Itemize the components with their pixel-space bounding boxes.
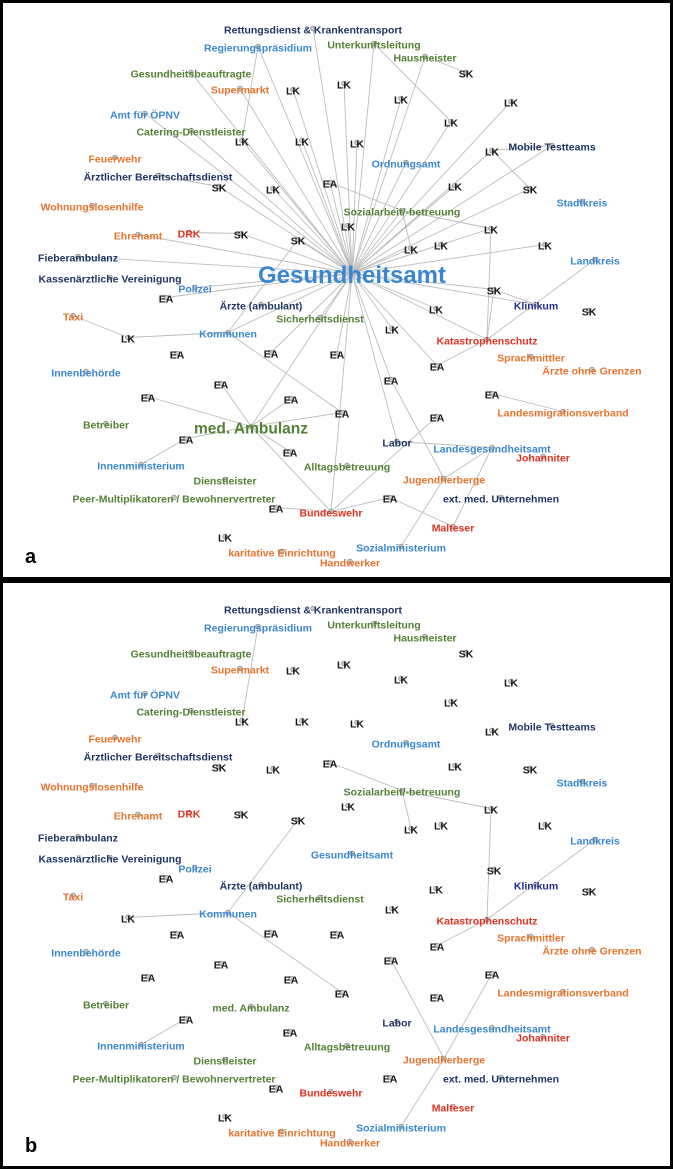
node-label-l3: LK (394, 94, 408, 107)
node-label-e10: EA (178, 1014, 194, 1027)
node-label-e3: EA (169, 349, 185, 362)
node-label-kari: karitative Einrichtung (228, 547, 336, 560)
node-label-hand: Handwerker (319, 1137, 381, 1150)
node-label-e1: EA (322, 178, 338, 191)
node-label-feu: Feuerwehr (88, 733, 142, 746)
node-label-l2: LK (337, 659, 351, 672)
node-label-l19: LK (484, 224, 498, 237)
node-label-l14: LK (121, 333, 135, 346)
node-label-betr: Betreiber (82, 419, 130, 432)
node-label-jug: Jugendherberge (402, 1054, 486, 1067)
node-label-gesb: Gesundheitsbeauftragte (130, 68, 252, 81)
node-label-e9: EA (334, 408, 350, 421)
node-label-lga: Landesgesundheitsamt (433, 1023, 551, 1036)
node-label-l10: LK (448, 761, 462, 774)
node-label-untk: Unterkunftsleitung (327, 39, 421, 52)
node-label-ldk: Landkreis (570, 255, 620, 268)
node-label-supm: Supermarkt (210, 84, 270, 97)
node-label-e12: EA (429, 941, 445, 954)
node-label-lga: Landesgesundheitsamt (433, 443, 551, 456)
node-label-e5: EA (140, 392, 156, 405)
edge-kata-ldk (487, 260, 595, 340)
node-label-s6: SK (486, 865, 502, 878)
node-label-sozm: Sozialministerium (356, 542, 446, 555)
node-label-l20: LK (218, 532, 232, 545)
node-label-ordn: Ordnungsamt (371, 738, 441, 751)
node-label-ordn: Ordnungsamt (371, 158, 441, 171)
node-label-allt: Alltagsbetreuung (303, 1041, 391, 1054)
node-label-aera: Ärzte (ambulant) (219, 300, 303, 313)
panel-a (0, 0, 673, 580)
node-label-l19: LK (484, 804, 498, 817)
node-label-e12: EA (429, 361, 445, 374)
node-label-e6: EA (263, 348, 279, 361)
node-label-catr: Catering-Dienstleister (136, 126, 246, 139)
node-label-e9: EA (334, 988, 350, 1001)
node-label-joh: Johanniter (516, 452, 570, 465)
node-label-aera: Ärzte (ambulant) (219, 880, 303, 893)
node-label-s2: SK (211, 182, 227, 195)
node-label-e11: EA (282, 1027, 298, 1040)
node-label-e2: EA (158, 873, 174, 886)
edge-jug-sozm (401, 479, 444, 547)
node-label-ehr: Ehrenamt (113, 810, 163, 823)
node-label-sozb: Sozialarbeit/-betreuung (343, 786, 461, 799)
node-label-l5: LK (235, 716, 249, 729)
node-label-l4: LK (504, 97, 518, 110)
node-label-drk: DRK (177, 808, 201, 821)
node-label-l12: LK (341, 221, 355, 234)
node-label-pol: Polizei (178, 863, 212, 876)
node-label-l18: LK (434, 820, 448, 833)
node-label-s5: SK (290, 815, 306, 828)
node-label-l5: LK (235, 136, 249, 149)
edge-ldk-kata (487, 840, 595, 920)
node-label-labor: Labor (382, 1017, 412, 1030)
edge-jug-e13 (391, 380, 444, 479)
node-label-e15: EA (429, 992, 445, 1005)
node-label-e4: EA (213, 959, 229, 972)
node-label-spra: Sprachmittler (497, 352, 565, 365)
node-label-haus: Hausmeister (393, 52, 457, 65)
node-label-l17: LK (404, 824, 418, 837)
node-label-fieb: Fieberambulanz (38, 252, 118, 265)
panel-b-label: b (25, 1135, 38, 1157)
node-label-malt: Malteser (431, 1102, 475, 1115)
node-label-l15: LK (385, 324, 399, 337)
node-label-innb: Innenbehörde (51, 947, 121, 960)
node-label-kasv: Kassenärztliche Vereinigung (38, 273, 182, 286)
network-graph-a (3, 3, 670, 577)
node-label-innb: Innenbehörde (51, 367, 121, 380)
node-label-l13: LK (538, 820, 552, 833)
node-label-e6: EA (263, 928, 279, 941)
node-label-l13: LK (538, 240, 552, 253)
node-label-e11: EA (282, 447, 298, 460)
node-label-e14: EA (484, 389, 500, 402)
node-label-oepnv: Amt für ÖPNV (109, 689, 181, 702)
node-label-aog: Ärzte ohne Grenzen (542, 365, 642, 378)
node-label-bw: Bundeswehr (299, 1087, 363, 1100)
node-label-l9: LK (485, 146, 499, 159)
node-label-e13: EA (383, 375, 399, 388)
node-label-e3: EA (169, 929, 185, 942)
node-label-s3: SK (522, 184, 538, 197)
node-label-l7: LK (350, 138, 364, 151)
network-graph-b (3, 583, 670, 1166)
node-label-l12: LK (341, 801, 355, 814)
node-label-malt: Malteser (431, 522, 475, 535)
node-label-innm: Innenministerium (97, 1040, 185, 1053)
edge-ga-catr (191, 131, 352, 274)
node-label-komm: Kommunen (199, 328, 257, 341)
node-label-regp: Regierungspräsidium (204, 622, 312, 635)
node-label-l2: LK (337, 79, 351, 92)
node-label-aog: Ärzte ohne Grenzen (542, 945, 642, 958)
node-label-s7: SK (581, 306, 597, 319)
node-label-l10: LK (448, 181, 462, 194)
node-label-sich: Sicherheitsdienst (276, 893, 364, 906)
node-label-lmv: Landesmigrationsverband (497, 407, 629, 420)
node-label-rett: Rettungsdienst & Krankentransport (224, 24, 402, 37)
node-label-wohn: Wohnungslosenhilfe (40, 781, 144, 794)
node-label-dnst: Dienstleister (193, 1055, 257, 1068)
node-label-s7: SK (581, 886, 597, 899)
node-label-l11: LK (266, 184, 280, 197)
node-label-l20: LK (218, 1112, 232, 1125)
node-label-sozm: Sozialministerium (356, 1122, 446, 1135)
node-label-meda: med. Ambulanz (212, 1002, 290, 1015)
node-label-taxi: Taxi (62, 891, 84, 904)
node-label-l6: LK (295, 716, 309, 729)
node-label-l11: LK (266, 764, 280, 777)
node-label-kasv: Kassenärztliche Vereinigung (38, 853, 182, 866)
node-label-e17: EA (268, 503, 284, 516)
node-label-ga: Gesundheitsamt (310, 849, 394, 862)
node-label-e17: EA (268, 1083, 284, 1096)
node-label-l18: LK (434, 240, 448, 253)
node-label-l15: LK (385, 904, 399, 917)
node-label-sich: Sicherheitsdienst (276, 313, 364, 326)
node-label-kata: Katastrophenschutz (436, 915, 538, 928)
node-label-extm: ext. med. Unternehmen (442, 493, 560, 506)
node-label-regp: Regierungspräsidium (204, 42, 312, 55)
node-label-e16: EA (382, 493, 398, 506)
node-label-e2: EA (158, 293, 174, 306)
node-label-lmv: Landesmigrationsverband (497, 987, 629, 1000)
node-label-kata: Katastrophenschutz (436, 335, 538, 348)
node-label-feu: Feuerwehr (88, 153, 142, 166)
node-label-e16: EA (382, 1073, 398, 1086)
node-label-e7: EA (329, 349, 345, 362)
node-label-extm: ext. med. Unternehmen (442, 1073, 560, 1086)
node-label-l4: LK (504, 677, 518, 690)
node-label-peer: Peer-Multiplikatoren / Bewohnervertreter (72, 493, 276, 506)
node-label-ehr: Ehrenamt (113, 230, 163, 243)
node-label-kari: karitative Einrichtung (228, 1127, 336, 1140)
node-label-haus: Hausmeister (393, 632, 457, 645)
node-label-e10: EA (178, 434, 194, 447)
node-label-s4: SK (233, 229, 249, 242)
node-label-stdk: Stadtkreis (556, 777, 608, 790)
node-label-e5: EA (140, 972, 156, 985)
node-label-aerb: Ärztlicher Bereitschaftsdienst (83, 171, 233, 184)
panel-b (0, 580, 673, 1169)
node-label-mobt: Mobile Testteams (508, 721, 596, 734)
panel-a-label: a (25, 546, 37, 568)
node-label-joh: Johanniter (516, 1032, 570, 1045)
node-label-sozb: Sozialarbeit/-betreuung (343, 206, 461, 219)
node-label-l9: LK (485, 726, 499, 739)
node-label-klin: Klinikum (513, 880, 559, 893)
node-label-l7: LK (350, 718, 364, 731)
node-label-l6: LK (295, 136, 309, 149)
node-label-e7: EA (329, 929, 345, 942)
node-label-wohn: Wohnungslosenhilfe (40, 201, 144, 214)
node-label-betr: Betreiber (82, 999, 130, 1012)
node-label-s4: SK (233, 809, 249, 822)
node-label-l16: LK (429, 304, 443, 317)
node-label-bw: Bundeswehr (299, 507, 363, 520)
node-label-l16: LK (429, 884, 443, 897)
edge-jug-sozm (401, 1059, 444, 1127)
node-label-aerb: Ärztlicher Bereitschaftsdienst (83, 751, 233, 764)
node-label-l8: LK (444, 117, 458, 130)
node-label-s6: SK (486, 285, 502, 298)
node-label-s1: SK (458, 68, 474, 81)
node-label-labor: Labor (382, 437, 412, 450)
edge-ga-rett (313, 29, 352, 274)
node-label-meda: med. Ambulanz (194, 420, 308, 438)
node-label-e13: EA (383, 955, 399, 968)
node-label-drk: DRK (177, 228, 201, 241)
node-label-supm: Supermarkt (210, 664, 270, 677)
node-label-pol: Polizei (178, 283, 212, 296)
node-label-peer: Peer-Multiplikatoren / Bewohnervertreter (72, 1073, 276, 1086)
node-label-fieb: Fieberambulanz (38, 832, 118, 845)
node-label-e8: EA (283, 974, 299, 987)
node-label-stdk: Stadtkreis (556, 197, 608, 210)
node-label-gesb: Gesundheitsbeauftragte (130, 648, 252, 661)
edge-e13-jug (391, 960, 444, 1059)
node-label-ldk: Landkreis (570, 835, 620, 848)
node-label-innm: Innenministerium (97, 460, 185, 473)
node-label-catr: Catering-Dienstleister (136, 706, 246, 719)
node-label-l8: LK (444, 697, 458, 710)
node-label-l1: LK (286, 665, 300, 678)
node-label-s2: SK (211, 762, 227, 775)
edge-ga-labor (352, 274, 397, 442)
node-label-l3: LK (394, 674, 408, 687)
edge-ga-bw (331, 274, 352, 512)
node-label-s3: SK (522, 764, 538, 777)
node-label-rett: Rettungsdienst & Krankentransport (224, 604, 402, 617)
node-label-hand: Handwerker (319, 557, 381, 570)
node-label-e4: EA (213, 379, 229, 392)
edge-jug-e14 (444, 974, 492, 1059)
node-label-ga: Gesundheitsamt (257, 262, 447, 290)
node-label-taxi: Taxi (62, 311, 84, 324)
node-label-s5: SK (290, 235, 306, 248)
node-label-allt: Alltagsbetreuung (303, 461, 391, 474)
node-label-mobt: Mobile Testteams (508, 141, 596, 154)
node-label-l1: LK (286, 85, 300, 98)
node-label-oepnv: Amt für ÖPNV (109, 109, 181, 122)
node-label-s1: SK (458, 648, 474, 661)
node-label-e8: EA (283, 394, 299, 407)
node-label-dnst: Dienstleister (193, 475, 257, 488)
node-label-l14: LK (121, 913, 135, 926)
node-label-klin: Klinikum (513, 300, 559, 313)
node-label-e1: EA (322, 758, 338, 771)
node-label-l17: LK (404, 244, 418, 257)
node-label-spra: Sprachmittler (497, 932, 565, 945)
edge-l19-kata (487, 809, 491, 920)
node-label-jug: Jugendherberge (402, 474, 486, 487)
node-label-untk: Unterkunftsleitung (327, 619, 421, 632)
node-label-e15: EA (429, 412, 445, 425)
node-label-komm: Kommunen (199, 908, 257, 921)
node-label-e14: EA (484, 969, 500, 982)
edge-lga-malt (453, 448, 492, 527)
